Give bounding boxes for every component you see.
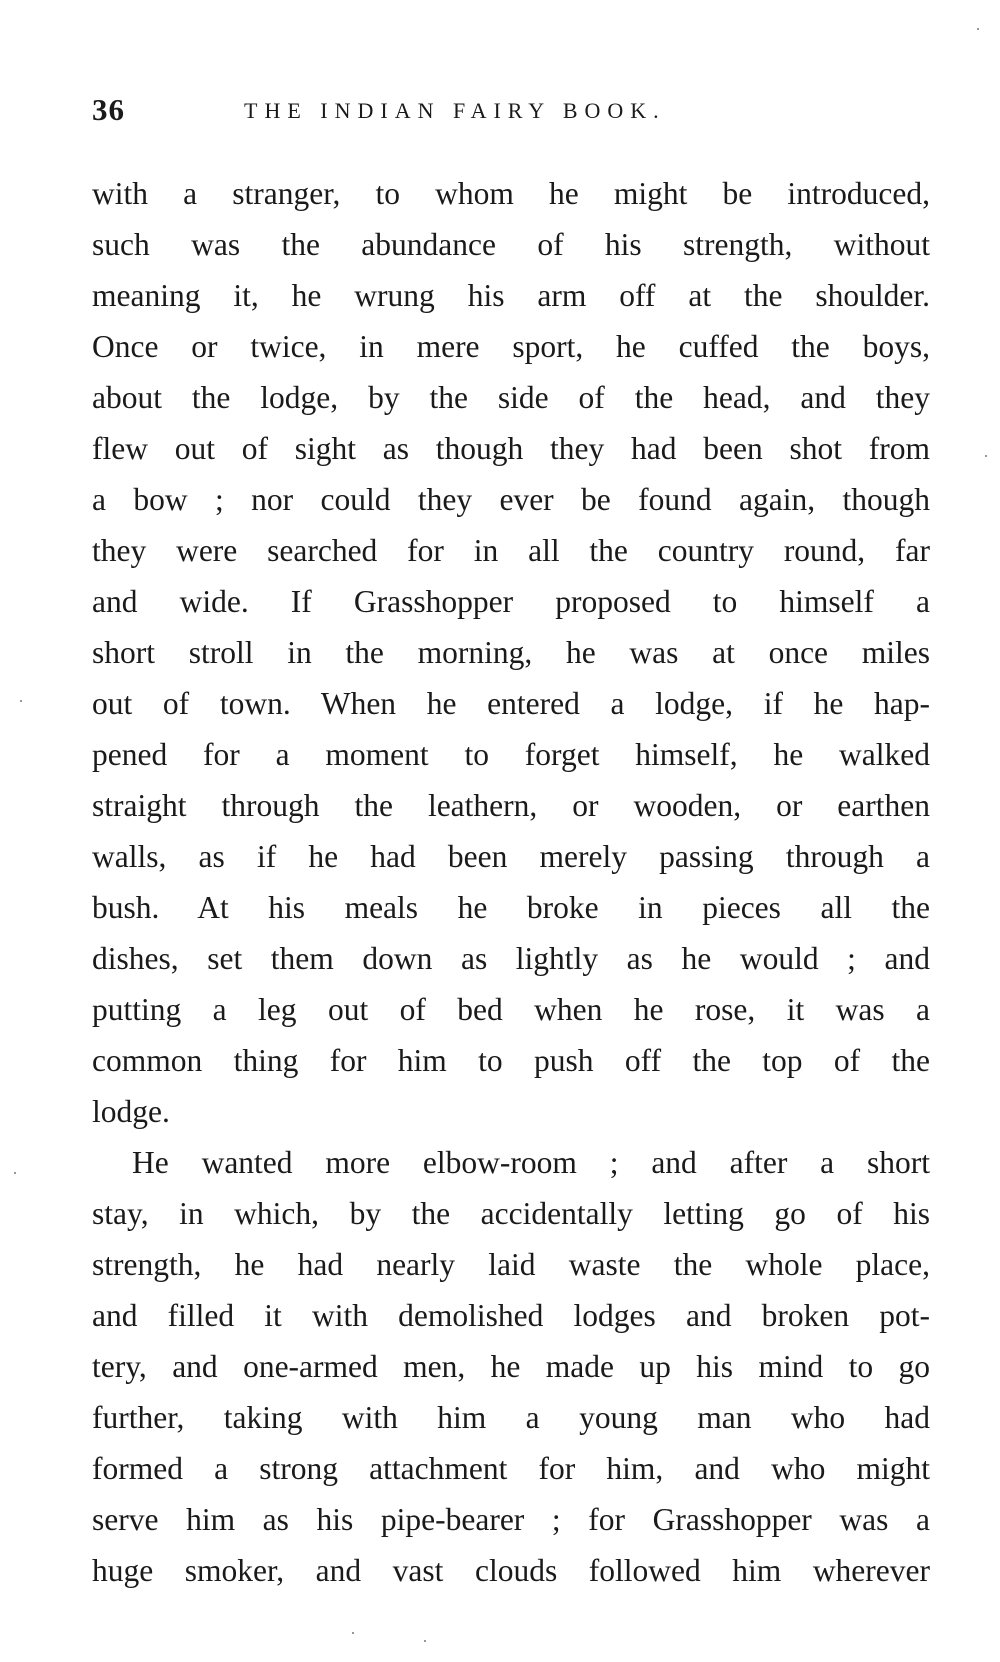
text-line: and filled it with demolished lodges and broken pot- [92, 1298, 930, 1333]
text-line: tery, and one-armed men, he made up his mind to go [92, 1349, 930, 1384]
text-line: strength, he had nearly laid waste the whole place, [92, 1247, 930, 1282]
scan-speck [424, 1640, 426, 1642]
text-line: such was the abundance of his strength, without [92, 227, 930, 262]
text-line: a bow ; nor could they ever be found again, though [92, 482, 930, 517]
text-line: about the lodge, by the side of the head, and they [92, 380, 930, 415]
scan-speck [20, 700, 22, 702]
text-line: stay, in which, by the accidentally letting go of his [92, 1196, 930, 1231]
text-line: formed a strong attachment for him, and who might [92, 1451, 930, 1486]
text-line: out of town. When he entered a lodge, if he hap- [92, 686, 930, 721]
text-line: meaning it, he wrung his arm off at the shoulder. [92, 278, 930, 313]
scan-speck [14, 1172, 16, 1174]
text-line: further, taking with him a young man who had [92, 1400, 930, 1435]
text-line: and wide. If Grasshopper proposed to himself a [92, 584, 930, 619]
text-line: huge smoker, and vast clouds followed him wherever [92, 1553, 930, 1588]
text-line: with a stranger, to whom he might be introduced, [92, 176, 930, 211]
text-line: pened for a moment to forget himself, he walked [92, 737, 930, 772]
paragraph-2 [92, 1137, 930, 1596]
text-line: dishes, set them down as lightly as he would ; and [92, 941, 930, 976]
text-line: Once or twice, in mere sport, he cuffed the boys, [92, 329, 930, 364]
text-line: common thing for him to push off the top of the [92, 1043, 930, 1078]
text-line: flew out of sight as though they had been shot from [92, 431, 930, 466]
text-line: putting a leg out of bed when he rose, it was a [92, 992, 930, 1027]
text-line: bush. At his meals he broke in pieces all the [92, 890, 930, 925]
page-number: 36 [92, 92, 125, 127]
scan-speck [977, 28, 979, 30]
text-line: they were searched for in all the country round, far [92, 533, 930, 568]
text-line: serve him as his pipe-bearer ; for Grasshopper was a [92, 1502, 930, 1537]
running-header [92, 92, 932, 132]
paragraph-1 [92, 168, 930, 1137]
text-line: lodge. [92, 1094, 170, 1129]
scan-speck [985, 455, 987, 457]
text-line: walls, as if he had been merely passing through a [92, 839, 930, 874]
body-text [92, 168, 930, 1596]
running-title: THE INDIAN FAIRY BOOK. [244, 98, 666, 123]
text-line: straight through the leathern, or wooden, or earthen [92, 788, 930, 823]
scan-speck [352, 1632, 354, 1634]
text-line: short stroll in the morning, he was at once miles [92, 635, 930, 670]
text-line: He wanted more elbow-room ; and after a short [132, 1145, 930, 1180]
